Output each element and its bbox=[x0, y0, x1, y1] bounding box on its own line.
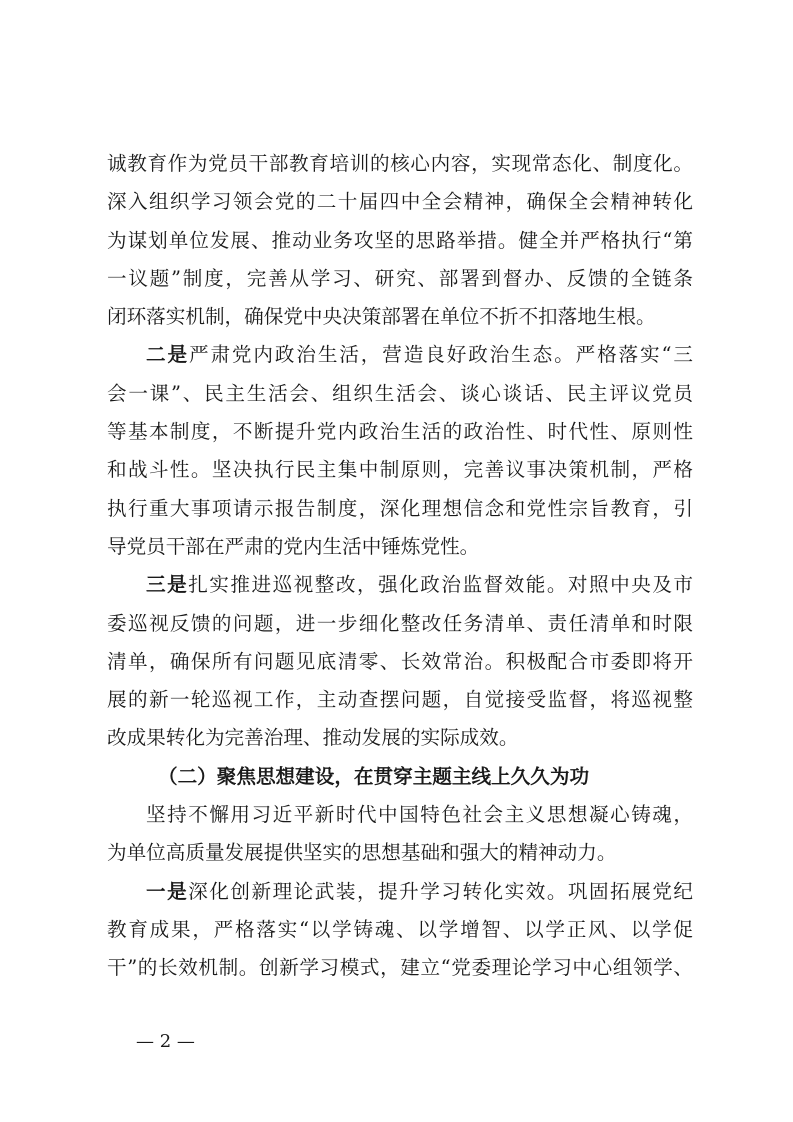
text-line: 诚教育作为党员干部教育培训的核心内容，实现常态化、制度化。 bbox=[107, 152, 693, 175]
paragraph-3-first-line bbox=[107, 566, 693, 604]
paragraph-4-first-line: 坚持不懈用习近平新时代中国特色社会主义思想凝心铸魂， bbox=[146, 803, 693, 827]
text-line: 深入组织学习领会党的二十届四中全会精神，确保全会精神转化 bbox=[107, 190, 693, 214]
page-number: — 2 — bbox=[136, 1031, 195, 1052]
text-line: 清单，确保所有问题见底清零、长效常治。积极配合市委即将开 bbox=[107, 649, 693, 673]
paragraph-lead: 一是 bbox=[146, 879, 189, 903]
text-line: 改成果转化为完善治理、推动发展的实际成效。 bbox=[107, 726, 519, 750]
text-line: 委巡视反馈的问题，进一步细化整改任务清单、责任清单和时限 bbox=[107, 611, 693, 635]
paragraph-5-first-line bbox=[107, 873, 693, 911]
text-line: 一议题”制度，完善从学习、研究、部署到督办、反馈的全链条 bbox=[107, 266, 693, 290]
paragraph-text: 扎实推进巡视整改，强化政治监督效能。对照中央及市 bbox=[188, 573, 694, 597]
text-line: 和战斗性。坚决执行民主集中制原则，完善议事决策机制，严格 bbox=[107, 458, 693, 482]
section-heading: （二）聚焦思想建设，在贯穿主题主线上久久为功 bbox=[158, 764, 590, 788]
text-line: 执行重大事项请示报告制度，深化理想信念和党性宗旨教育，引 bbox=[107, 496, 693, 520]
paragraph-text: 深化创新理论武装，提升学习转化实效。巩固拓展党纪 bbox=[188, 879, 694, 903]
text-line: 干”的长效机制。创新学习模式，建立“党委理论学习中心组领学、 bbox=[107, 956, 693, 980]
text-line: 教育成果，严格落实“以学铸魂、以学增智、以学正风、以学促 bbox=[107, 917, 693, 941]
paragraph-2-first-line bbox=[107, 336, 693, 374]
paragraph-lead: 二是 bbox=[146, 343, 189, 367]
text-line: 等基本制度，不断提升党内政治生活的政治性、时代性、原则性 bbox=[107, 420, 693, 444]
text-line: 导党员干部在严肃的党内生活中锤炼党性。 bbox=[107, 534, 480, 558]
text-line: 会一课”、民主生活会、组织生活会、谈心谈话、民主评议党员 bbox=[107, 381, 693, 405]
body-text bbox=[107, 145, 693, 988]
paragraph-text: 严肃党内政治生活，营造良好政治生态。严格落实“三 bbox=[188, 343, 693, 367]
text-line: 为单位高质量发展提供坚实的思想基础和强大的精神动力。 bbox=[107, 841, 617, 865]
text-line: 闭环落实机制，确保党中央决策部署在单位不折不扣落地生根。 bbox=[107, 305, 656, 329]
paragraph-lead: 三是 bbox=[146, 573, 189, 597]
text-line: 为谋划单位发展、推动业务攻坚的思路举措。健全并严格执行“第 bbox=[107, 228, 693, 252]
text-line: 展的新一轮巡视工作，主动查摆问题，自觉接受监督，将巡视整 bbox=[107, 688, 693, 712]
